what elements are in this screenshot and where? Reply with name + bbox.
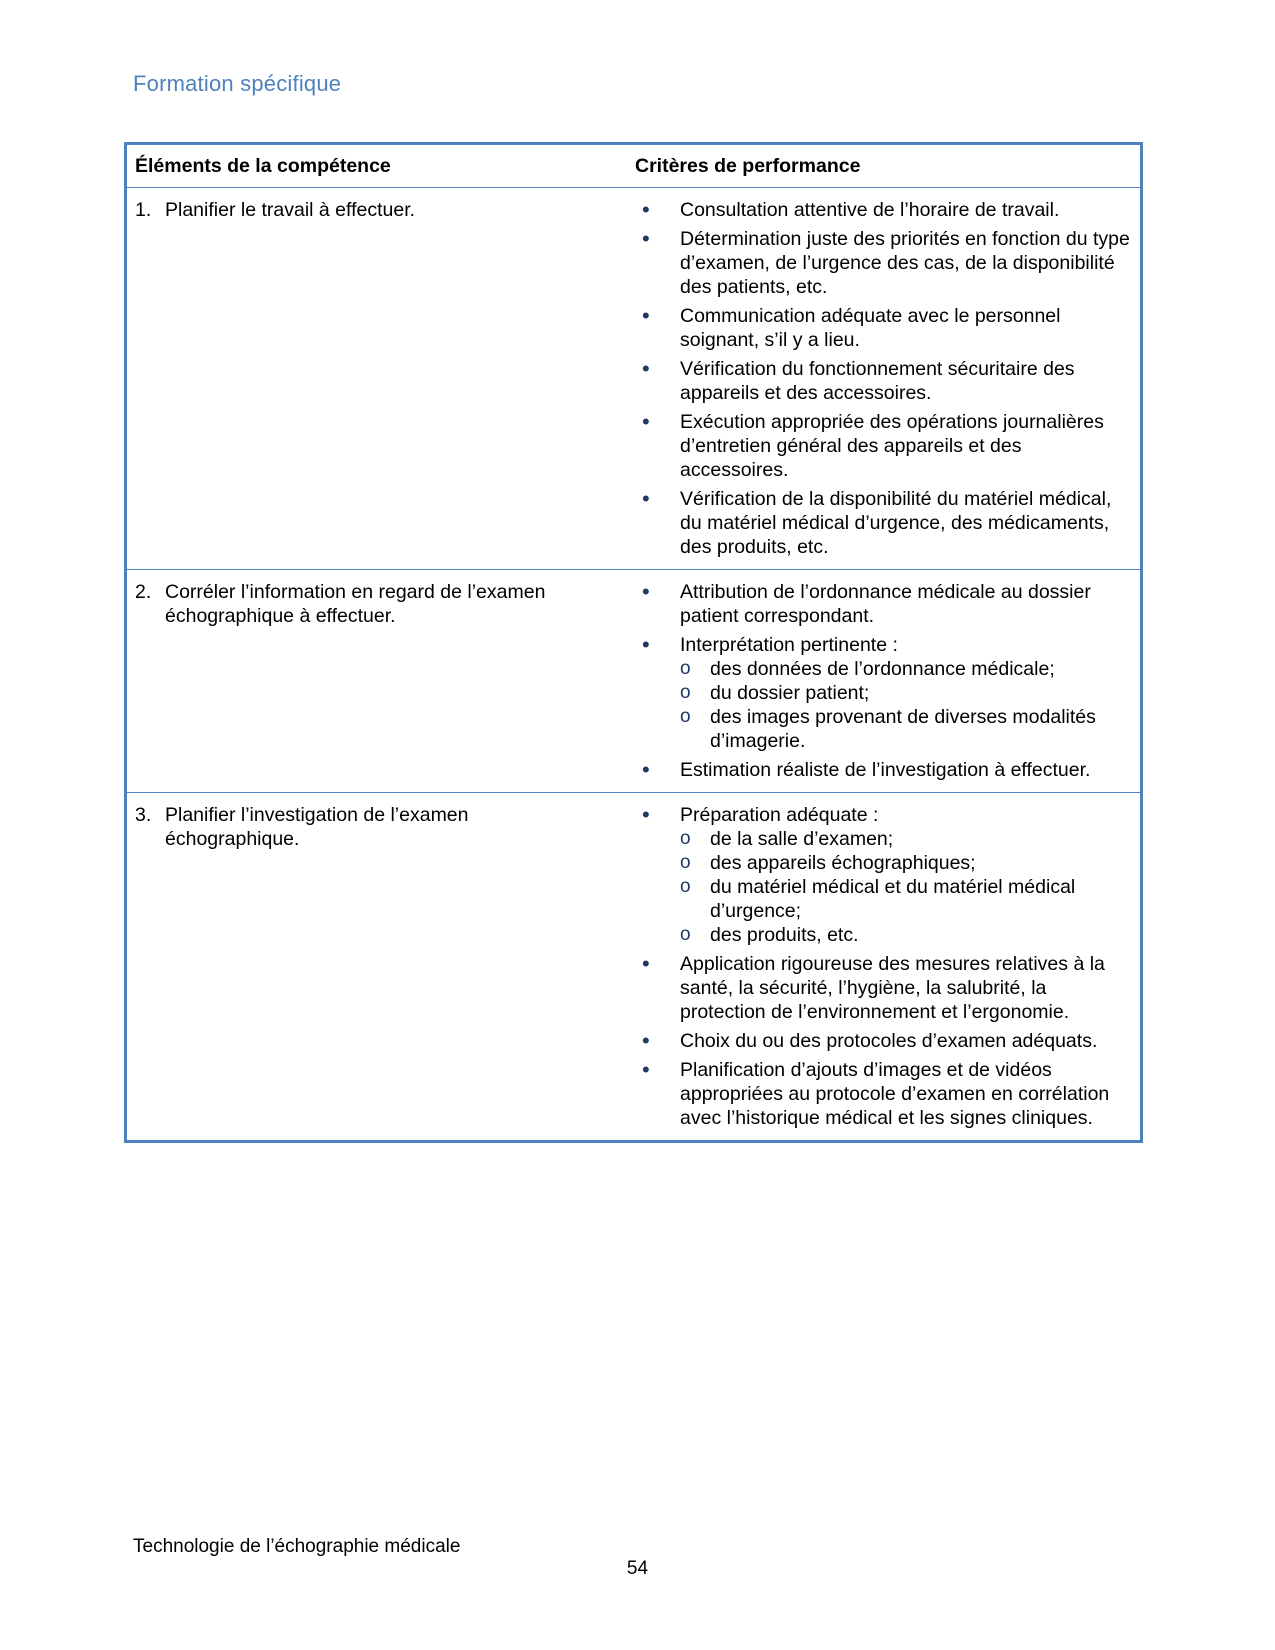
circle-bullet-icon: o bbox=[680, 706, 691, 727]
criterion-body bbox=[680, 1029, 1134, 1053]
sub-criterion-item bbox=[642, 681, 1134, 705]
sub-criterion-item bbox=[642, 851, 1134, 875]
competence-element bbox=[135, 793, 629, 851]
competence-element bbox=[135, 188, 629, 222]
bullet-icon: • bbox=[642, 757, 650, 782]
criterion-item bbox=[642, 410, 1134, 482]
criterion-body bbox=[680, 410, 1134, 482]
criterion-item bbox=[642, 1029, 1134, 1053]
competence-element-cell bbox=[127, 793, 629, 1140]
criterion-body bbox=[680, 1058, 1134, 1130]
bullet-icon: • bbox=[642, 226, 650, 251]
criterion-item bbox=[642, 633, 1134, 753]
sub-criterion-item bbox=[642, 923, 1134, 947]
criterion-item bbox=[642, 803, 1134, 947]
criterion-text: Application rigoureuse des mesures relatives à la santé, la sécurité, l’hygiène, la salubrité, la protection de l’environnement et l’ergonomie. bbox=[680, 953, 1105, 1023]
sub-criterion-text: des appareils échographiques; bbox=[710, 852, 976, 874]
page-number: 54 bbox=[626, 1558, 649, 1579]
sub-criterion-text: du dossier patient; bbox=[710, 682, 870, 704]
criterion-body bbox=[680, 758, 1134, 782]
criterion-item bbox=[642, 357, 1134, 405]
element-text: Corréler l’information en regard de l’examen échographique à effectuer. bbox=[165, 581, 546, 627]
sub-criteria-list bbox=[680, 827, 1134, 947]
bullet-icon: • bbox=[642, 951, 650, 976]
circle-bullet-icon: o bbox=[680, 924, 691, 945]
circle-bullet-icon: o bbox=[680, 828, 691, 849]
criterion-text: Exécution appropriée des opérations journalières d’entretien général des appareils et des accessoires. bbox=[680, 411, 1104, 481]
criterion-item bbox=[642, 580, 1134, 628]
criterion-item bbox=[642, 1058, 1134, 1130]
criterion-body bbox=[680, 304, 1134, 352]
criterion-text: Préparation adéquate : bbox=[680, 804, 879, 826]
criteria-list bbox=[642, 570, 1134, 792]
element-text: Planifier l’investigation de l’examen échographique. bbox=[165, 804, 469, 850]
criterion-text: Communication adéquate avec le personnel soignant, s’il y a lieu. bbox=[680, 305, 1061, 351]
bullet-icon: • bbox=[642, 632, 650, 657]
sub-criterion-text: des images provenant de diverses modalités d’imagerie. bbox=[710, 706, 1096, 752]
page-section-title: Formation spécifique bbox=[133, 71, 342, 96]
competence-element-cell bbox=[127, 188, 629, 569]
criterion-body bbox=[680, 198, 1134, 222]
criterion-body bbox=[680, 357, 1134, 405]
bullet-icon: • bbox=[642, 802, 650, 827]
bullet-icon: • bbox=[642, 303, 650, 328]
competence-element-cell bbox=[127, 570, 629, 792]
table-row bbox=[127, 792, 1140, 1140]
column-header-elements: Éléments de la compétence bbox=[135, 155, 391, 177]
criterion-body bbox=[680, 227, 1134, 299]
circle-bullet-icon: o bbox=[680, 852, 691, 873]
bullet-icon: • bbox=[642, 486, 650, 511]
bullet-icon: • bbox=[642, 197, 650, 222]
criterion-text: Choix du ou des protocoles d’examen adéquats. bbox=[680, 1030, 1098, 1052]
bullet-icon: • bbox=[642, 1028, 650, 1053]
sub-criterion-item bbox=[642, 657, 1134, 681]
circle-bullet-icon: o bbox=[680, 658, 691, 679]
table-header-row bbox=[127, 145, 1140, 187]
criterion-item bbox=[642, 227, 1134, 299]
performance-criteria-cell bbox=[629, 570, 1140, 792]
criteria-list bbox=[642, 188, 1134, 569]
criterion-item bbox=[642, 758, 1134, 782]
bullet-icon: • bbox=[642, 409, 650, 434]
sub-criterion-item bbox=[642, 827, 1134, 851]
criterion-text: Planification d’ajouts d’images et de vidéos appropriées au protocole d’examen en corrélation avec l’historique médical et les signes cliniques. bbox=[680, 1059, 1110, 1129]
criterion-text: Estimation réaliste de l’investigation à effectuer. bbox=[680, 759, 1091, 781]
criterion-item bbox=[642, 487, 1134, 559]
sub-criteria-list bbox=[680, 657, 1134, 753]
performance-criteria-cell bbox=[629, 188, 1140, 569]
competence-element bbox=[135, 570, 629, 628]
criterion-item bbox=[642, 198, 1134, 222]
criterion-text: Vérification du fonctionnement sécuritaire des appareils et des accessoires. bbox=[680, 358, 1075, 404]
sub-criterion-text: de la salle d’examen; bbox=[710, 828, 894, 850]
circle-bullet-icon: o bbox=[680, 682, 691, 703]
element-text: Planifier le travail à effectuer. bbox=[165, 199, 416, 221]
criterion-text: Consultation attentive de l’horaire de travail. bbox=[680, 199, 1060, 221]
element-number: 1. bbox=[135, 199, 152, 221]
column-header-criteria: Critères de performance bbox=[635, 155, 861, 177]
criterion-text: Attribution de l’ordonnance médicale au dossier patient correspondant. bbox=[680, 581, 1091, 627]
criterion-body bbox=[680, 803, 1134, 947]
criterion-body bbox=[680, 580, 1134, 628]
element-number: 2. bbox=[135, 581, 152, 603]
table-row bbox=[127, 569, 1140, 792]
sub-criterion-item bbox=[642, 705, 1134, 753]
criterion-body bbox=[680, 952, 1134, 1024]
criterion-body bbox=[680, 633, 1134, 753]
performance-criteria-cell bbox=[629, 793, 1140, 1140]
bullet-icon: • bbox=[642, 579, 650, 604]
criterion-text: Vérification de la disponibilité du matériel médical, du matériel médical d’urgence, des médicaments, des produits, etc. bbox=[680, 488, 1112, 558]
bullet-icon: • bbox=[642, 356, 650, 381]
criteria-list bbox=[642, 793, 1134, 1140]
criterion-item bbox=[642, 304, 1134, 352]
criterion-text: Interprétation pertinente : bbox=[680, 634, 898, 656]
bullet-icon: • bbox=[642, 1057, 650, 1082]
element-number: 3. bbox=[135, 804, 152, 826]
criterion-text: Détermination juste des priorités en fonction du type d’examen, de l’urgence des cas, de la disponibilité des patients, etc. bbox=[680, 228, 1130, 298]
table-row bbox=[127, 187, 1140, 569]
table-body bbox=[127, 187, 1140, 1140]
criterion-item bbox=[642, 952, 1134, 1024]
sub-criterion-text: du matériel médical et du matériel médical d’urgence; bbox=[710, 876, 1076, 922]
sub-criterion-item bbox=[642, 875, 1134, 923]
sub-criterion-text: des produits, etc. bbox=[710, 924, 859, 946]
criterion-body bbox=[680, 487, 1134, 559]
competence-table bbox=[124, 142, 1143, 1143]
footer-document-title: Technologie de l’échographie médicale bbox=[133, 1536, 461, 1557]
sub-criterion-text: des données de l’ordonnance médicale; bbox=[710, 658, 1055, 680]
circle-bullet-icon: o bbox=[680, 876, 691, 897]
